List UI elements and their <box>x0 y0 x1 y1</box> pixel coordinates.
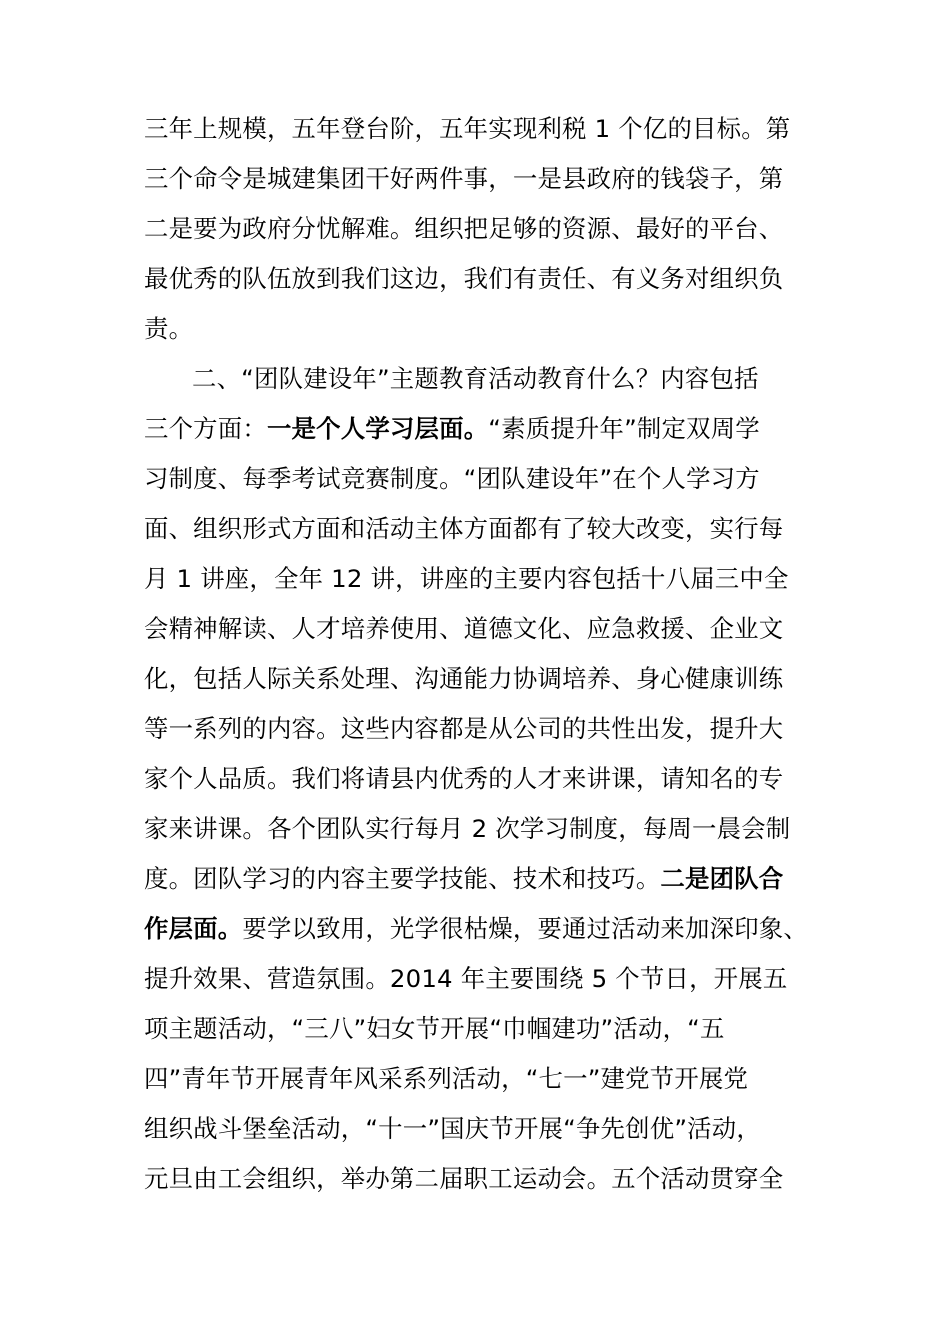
body-text: 项主题活动，“三八”妇女节开展“巾帼建功”活动，“五 <box>144 1014 725 1043</box>
text-line <box>144 204 783 254</box>
text-line <box>144 454 760 504</box>
text-line <box>144 154 783 204</box>
text-line <box>144 254 783 304</box>
body-text: 月 1 讲座，全年 12 讲，讲座的主要内容包括十八届三中全 <box>144 564 789 593</box>
text-line <box>144 1154 783 1204</box>
text-line <box>144 654 783 704</box>
text-line <box>144 754 783 804</box>
body-text: 责。 <box>144 314 194 343</box>
body-text: 组织战斗堡垒活动，“十一”国庆节开展“争先创优”活动， <box>144 1114 761 1143</box>
body-text: 会精神解读、人才培养使用、道德文化、应急救援、企业文 <box>144 614 784 643</box>
text-line <box>144 904 808 954</box>
text-line <box>144 504 783 554</box>
bold-heading-text: 一是个人学习层面。 <box>266 414 489 443</box>
text-line <box>144 404 760 454</box>
body-text: 面、组织形式方面和活动主体方面都有了较大改变，实行每 <box>144 514 784 543</box>
bold-heading-text: 作层面。 <box>144 914 243 943</box>
body-text: 最优秀的队伍放到我们这边，我们有责任、有义务对组织负 <box>144 264 784 293</box>
body-text: 三个方面： <box>144 414 267 443</box>
text-line <box>144 1104 761 1154</box>
body-text: 元旦由工会组织，举办第二届职工运动会。五个活动贯穿全 <box>144 1164 784 1193</box>
text-line <box>144 854 783 904</box>
body-text: “素质提升年”制定双周学 <box>488 414 760 443</box>
body-text: 三年上规模，五年登台阶，五年实现利税 1 个亿的目标。第 <box>144 114 791 143</box>
body-text: 习制度、每季考试竞赛制度。“团队建设年”在个人学习方 <box>144 464 760 493</box>
body-text: 等一系列的内容。这些内容都是从公司的共性出发，提升大 <box>144 714 784 743</box>
body-text: 二、“团队建设年”主题教育活动教育什么？内容包括 <box>192 364 759 393</box>
body-text: 三个命令是城建集团干好两件事，一是县政府的钱袋子，第 <box>144 164 784 193</box>
text-line <box>144 1004 725 1054</box>
body-text: 家来讲课。各个团队实行每月 2 次学习制度，每周一晨会制 <box>144 814 791 843</box>
text-line <box>144 804 790 854</box>
body-text: 化，包括人际关系处理、沟通能力协调培养、身心健康训练 <box>144 664 784 693</box>
body-text: 提升效果、营造氛围。2014 年主要围绕 5 个节日，开展五 <box>144 964 788 993</box>
text-line <box>144 604 783 654</box>
body-text: 要学以致用，光学很枯燥，要通过活动来加深印象、 <box>242 914 808 943</box>
bold-heading-text: 二是团队合 <box>660 864 784 893</box>
body-text: 二是要为政府分忧解难。组织把足够的资源、最好的平台、 <box>144 214 784 243</box>
body-text: 度。团队学习的内容主要学技能、技术和技巧。 <box>144 864 661 893</box>
text-line <box>144 554 789 604</box>
text-line <box>144 704 783 754</box>
body-text: 家个人品质。我们将请县内优秀的人才来讲课，请知名的专 <box>144 764 784 793</box>
text-line <box>144 304 193 354</box>
text-line <box>144 104 790 154</box>
body-text: 四”青年节开展青年风采系列活动，“七一”建党节开展党 <box>144 1064 749 1093</box>
text-line <box>144 1054 748 1104</box>
text-line <box>144 954 787 1004</box>
text-line <box>192 354 759 404</box>
